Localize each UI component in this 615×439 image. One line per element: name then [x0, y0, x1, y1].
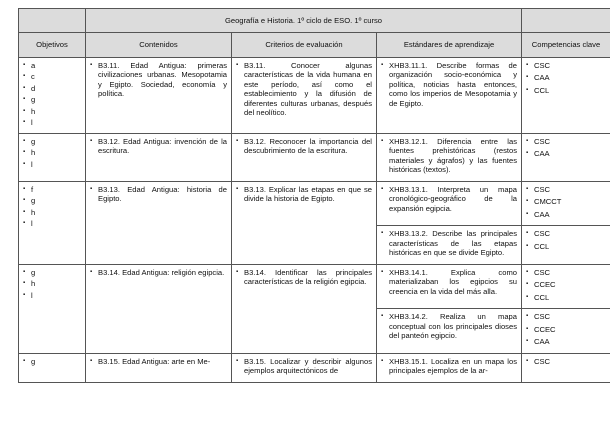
- estandar-text: ▪ XHB3.14.2. Realiza un mapa conceptual con los principales dioses del panteón egipcio.: [381, 312, 517, 340]
- competencias-list: [526, 137, 606, 159]
- competencia-item: ▪ CSC: [526, 357, 606, 366]
- estandar-text: ▪ XHB3.14.1. Explica como materializaban los egipcios su creencia en la vida del más alla.: [381, 268, 517, 296]
- objetivos-cell: [19, 353, 86, 382]
- contenido-cell: [86, 264, 232, 353]
- competencia-item: ▪ CCEC: [526, 280, 606, 289]
- contenido-list: [90, 185, 227, 204]
- curriculum-table: [18, 8, 610, 383]
- competencia-item: ▪ CMCCT: [526, 197, 606, 206]
- objetivo-item: ▪ l: [23, 118, 81, 127]
- competencia-item: ▪ CSC: [526, 61, 606, 70]
- competencia-item: ▪ CSC: [526, 229, 606, 238]
- estandar-list: [381, 185, 517, 213]
- competencias-cell: [522, 133, 611, 181]
- objetivo-item: ▪ h: [23, 208, 81, 217]
- estandar-cell: [377, 353, 522, 382]
- objetivos-list: [23, 137, 81, 169]
- table-row: [19, 133, 611, 181]
- estandar-list: [381, 229, 517, 257]
- objetivos-list: [23, 185, 81, 229]
- objetivos-cell: [19, 133, 86, 181]
- estandar-text: ▪ XHB3.15.1. Localiza en un mapa los principales ejemplos de la ar-: [381, 357, 517, 376]
- criterio-text: ▪ B3.14. Identificar las principales características de la religión egipcia.: [236, 268, 372, 287]
- curriculum-page: [18, 8, 610, 439]
- contenido-text: ▪ B3.13. Edad Antigua: historia de Egipto.: [90, 185, 227, 204]
- criterio-cell: [232, 181, 377, 264]
- estandar-cell: [377, 264, 522, 308]
- criterio-cell: [232, 264, 377, 353]
- criterio-text: ▪ B3.15. Localizar y describir algunos ejemplos arquitectónicos de: [236, 357, 372, 376]
- competencias-cell: [522, 58, 611, 134]
- estandar-cell: [377, 181, 522, 225]
- criterio-text: ▪ B3.12. Reconocer la importancia del descubrimiento de la escritura.: [236, 137, 372, 156]
- competencia-item: ▪ CSC: [526, 268, 606, 277]
- contenido-text: ▪ B3.14. Edad Antigua: religión egipcia.: [90, 268, 227, 277]
- contenido-list: [90, 357, 227, 366]
- contenido-cell: [86, 133, 232, 181]
- criterio-list: [236, 185, 372, 204]
- competencia-item: ▪ CSC: [526, 137, 606, 146]
- competencias-cell: [522, 309, 611, 353]
- objetivo-item: ▪ h: [23, 107, 81, 116]
- objetivo-item: ▪ d: [23, 84, 81, 93]
- objetivo-item: ▪ g: [23, 357, 81, 366]
- estandar-text: ▪ XHB3.12.1. Diferencia entre las fuentes prehistóricas (restos materiales y ágrafos) y las fuentes históricas (textos).: [381, 137, 517, 175]
- criterio-list: [236, 61, 372, 118]
- competencias-cell: [522, 353, 611, 382]
- contenido-list: [90, 61, 227, 99]
- objetivo-item: ▪ c: [23, 72, 81, 81]
- objetivo-item: ▪ l: [23, 291, 81, 300]
- objetivos-list: [23, 61, 81, 128]
- contenido-text: ▪ B3.11. Edad Antigua: primeras civilizaciones urbanas. Mesopotamia y Egipto. Sociedad, economía y política.: [90, 61, 227, 99]
- competencia-item: ▪ CCL: [526, 86, 606, 95]
- objetivos-cell: [19, 181, 86, 264]
- competencias-list: [526, 229, 606, 251]
- table-row: [19, 264, 611, 308]
- competencias-list: [526, 185, 606, 219]
- objetivos-list: [23, 357, 81, 366]
- contenido-cell: [86, 181, 232, 264]
- objetivo-item: ▪ a: [23, 61, 81, 70]
- competencias-cell: [522, 181, 611, 225]
- objetivos-cell: [19, 58, 86, 134]
- competencia-item: ▪ CCL: [526, 242, 606, 251]
- contenido-text: ▪ B3.15. Edad Antigua: arte en Me-: [90, 357, 227, 366]
- competencias-cell: [522, 226, 611, 264]
- objetivo-item: ▪ g: [23, 196, 81, 205]
- criterio-cell: [232, 353, 377, 382]
- contenido-cell: [86, 353, 232, 382]
- objetivo-item: ▪ f: [23, 185, 81, 194]
- competencia-item: ▪ CCL: [526, 293, 606, 302]
- header-row: [19, 33, 611, 58]
- criterio-text: ▪ B3.11. Conocer algunas características de la vida humana en este período, así como el establecimiento y la difusión de diferentes culturas urbanas, después del neolítico.: [236, 61, 372, 118]
- objetivo-item: ▪ g: [23, 137, 81, 146]
- title-blank-cell: [522, 9, 611, 33]
- estandar-list: [381, 61, 517, 108]
- estandar-list: [381, 137, 517, 175]
- competencias-list: [526, 357, 606, 366]
- estandar-text: ▪ XHB3.13.2. Describe las principales características de las etapas históricas en que se divide Egipto.: [381, 229, 517, 257]
- competencia-item: ▪ CAA: [526, 73, 606, 82]
- objetivos-list: [23, 268, 81, 300]
- header-contenidos: Contenidos: [86, 33, 232, 58]
- competencia-item: ▪ CAA: [526, 337, 606, 346]
- contenido-cell: [86, 58, 232, 134]
- estandar-cell: [377, 309, 522, 353]
- competencia-item: ▪ CSC: [526, 185, 606, 194]
- competencia-item: ▪ CSC: [526, 312, 606, 321]
- contenido-list: [90, 268, 227, 277]
- table-row: [19, 353, 611, 382]
- competencia-item: ▪ CAA: [526, 149, 606, 158]
- competencias-list: [526, 61, 606, 95]
- competencia-item: ▪ CCEC: [526, 325, 606, 334]
- title-row: [19, 9, 611, 33]
- table-row: [19, 181, 611, 225]
- objetivo-item: ▪ h: [23, 148, 81, 157]
- estandar-list: [381, 357, 517, 376]
- header-competencias: Competencias clave: [522, 33, 611, 58]
- criterio-cell: [232, 58, 377, 134]
- estandar-cell: [377, 58, 522, 134]
- header-estandares: Estándares de aprendizaje: [377, 33, 522, 58]
- estandar-cell: [377, 133, 522, 181]
- competencias-list: [526, 268, 606, 302]
- criterio-list: [236, 357, 372, 376]
- contenido-list: [90, 137, 227, 156]
- estandar-list: [381, 312, 517, 340]
- competencias-list: [526, 312, 606, 346]
- objetivos-cell: [19, 264, 86, 353]
- criterio-text: ▪ B3.13. Explicar las etapas en que se divide la historia de Egipto.: [236, 185, 372, 204]
- contenido-text: ▪ B3.12. Edad Antigua: invención de la escritura.: [90, 137, 227, 156]
- criterio-list: [236, 137, 372, 156]
- title-blank-cell: [19, 9, 86, 33]
- objetivo-item: ▪ g: [23, 268, 81, 277]
- estandar-text: ▪ XHB3.13.1. Interpreta un mapa cronológico-geográfico de la expansión egipcia.: [381, 185, 517, 213]
- estandar-cell: [377, 226, 522, 264]
- competencias-cell: [522, 264, 611, 308]
- objetivo-item: ▪ g: [23, 95, 81, 104]
- criterio-cell: [232, 133, 377, 181]
- objetivo-item: ▪ h: [23, 279, 81, 288]
- table-row: [19, 58, 611, 134]
- criterio-list: [236, 268, 372, 287]
- objetivo-item: ▪ l: [23, 160, 81, 169]
- objetivo-item: ▪ l: [23, 219, 81, 228]
- estandar-list: [381, 268, 517, 296]
- estandar-text: ▪ XHB3.11.1. Describe formas de organización socio-económica y política, noticias hasta entonces, como los imperios de Mesopotamia y de Egipto.: [381, 61, 517, 108]
- table-title: Geografía e Historia. 1º ciclo de ESO. 1º curso: [86, 9, 522, 33]
- competencia-item: ▪ CAA: [526, 210, 606, 219]
- header-objetivos: Objetivos: [19, 33, 86, 58]
- header-criterios: Criterios de evaluación: [232, 33, 377, 58]
